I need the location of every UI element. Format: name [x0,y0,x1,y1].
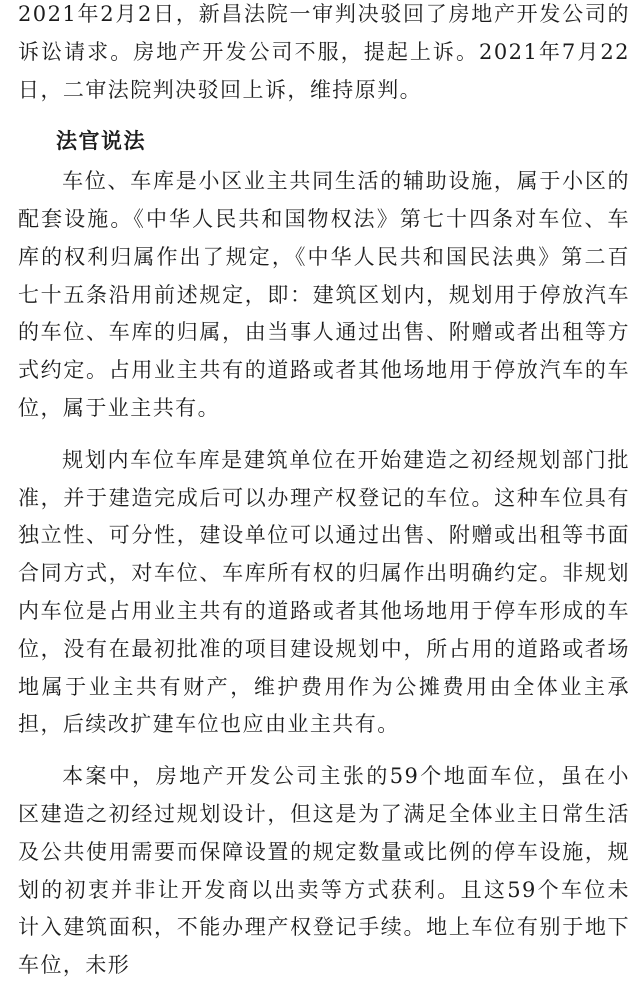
body-paragraph-2: 规划内车位车库是建筑单位在开始建造之初经规划部门批准，并于建造完成后可以办理产权登记的车位。这种车位具有独立性、可分性，建设单位可以通过出售、附赠或出租等书面合同方式，对车位、车库所有权的归属作出明确约定。非规划内车位是占用业主共有的道路或者其他场地用于停车形成的车位，没有在最初批准的项目建设规划中，所占用的道路或者场地属于业主共有财产，维护费用作为公摊费用由全体业主承担，后续改扩建车位也应由业主共有。 [18,447,630,737]
case-result-paragraph: 2021年2月2日，新昌法院一审判决驳回了房地产开发公司的诉讼请求。房地产开发公司不服，提起上诉。2021年7月22日，二审法院判决驳回上诉，维持原判。 [18,2,630,102]
body-paragraph-3: 本案中，房地产开发公司主张的59个地面车位，虽在小区建造之初经过规划设计，但这是为了满足全体业主日常生活及公共使用需要而保障设置的规定数量或比例的停车设施，规划的初衷并非让开发商以出卖等方式获利。且这59个车位未计入建筑面积，不能办理产权登记手续。地上车位有别于地下车位，未形 [18,764,630,978]
section-heading: 法官说法 [56,129,146,154]
article-body [18,0,630,999]
body-paragraph-1: 车位、车库是小区业主共同生活的辅助设施，属于小区的配套设施。《中华人民共和国物权法》第七十四条对车位、车库的权利归属作出了规定，《中华人民共和国民法典》第二百七十五条沿用前述规定，即：建筑区划内，规划用于停放汽车的车位、车库的归属，由当事人通过出售、附赠或者出租等方式约定。占用业主共有的道路或者其他场地用于停放汽车的车位，属于业主共有。 [18,169,630,420]
